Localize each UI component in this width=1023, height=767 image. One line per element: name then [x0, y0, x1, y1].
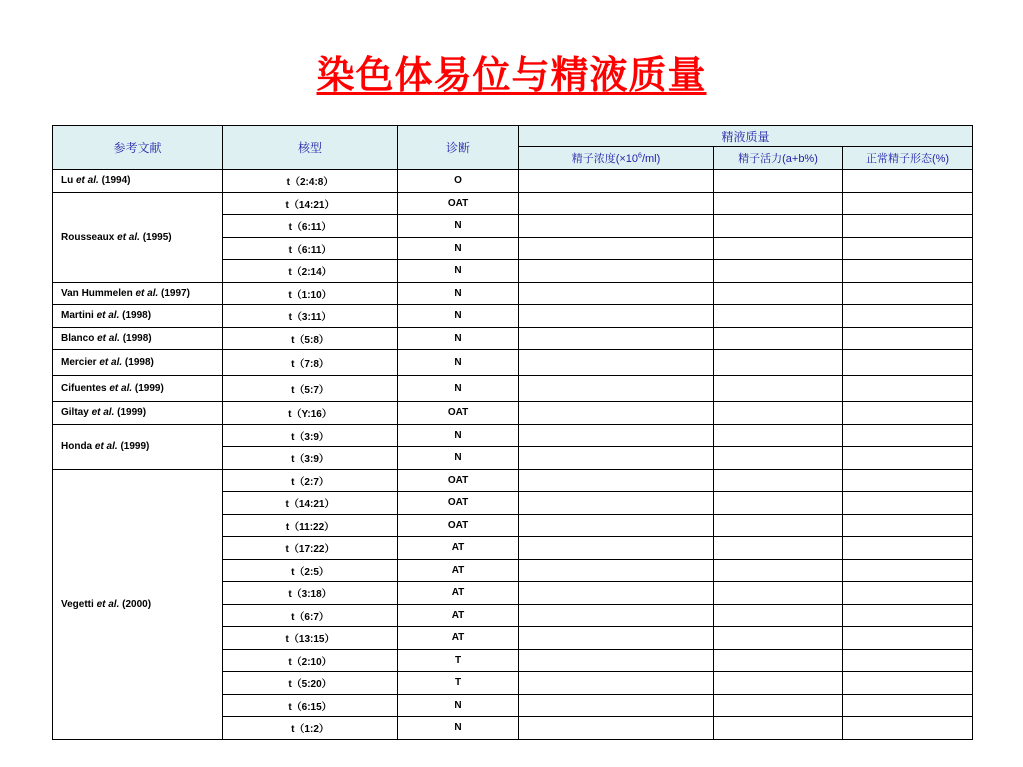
motility-cell: [714, 424, 843, 447]
table-row: [53, 469, 973, 492]
motility-cell: [714, 559, 843, 582]
karyotype-cell: t（1:10）: [223, 282, 398, 305]
karyotype-cell: t（17:22）: [223, 537, 398, 560]
concentration-cell: [519, 627, 714, 650]
motility-cell: [714, 627, 843, 650]
karyotype-cell: t（14:21）: [223, 492, 398, 515]
ref-year: (2000): [119, 598, 152, 610]
morphology-cell: [843, 694, 973, 717]
motility-cell: [714, 170, 843, 193]
ref-author: Vegetti: [61, 598, 97, 610]
reference-cell: [53, 350, 223, 376]
karyotype-cell: t（5:8）: [223, 327, 398, 350]
ref-author: Lu: [61, 175, 76, 187]
concentration-cell: [519, 260, 714, 283]
diagnosis-cell: OAT: [398, 402, 519, 425]
karyotype-cell: t（3:9）: [223, 447, 398, 470]
diagnosis-cell: N: [398, 237, 519, 260]
reference-cell: [53, 305, 223, 328]
morphology-cell: [843, 537, 973, 560]
ref-author: Rousseaux: [61, 231, 118, 243]
diagnosis-cell: OAT: [398, 492, 519, 515]
karyotype-cell: t（Y:16）: [223, 402, 398, 425]
ref-etal: et al.: [135, 287, 159, 299]
karyotype-cell: t（2:14）: [223, 260, 398, 283]
ref-year: (1999): [114, 407, 147, 419]
concentration-cell: [519, 215, 714, 238]
reference-cell: [53, 170, 223, 193]
motility-cell: [714, 672, 843, 695]
morphology-cell: [843, 717, 973, 740]
table-row: [53, 305, 973, 328]
reference-cell: [53, 327, 223, 350]
concentration-cell: [519, 559, 714, 582]
diagnosis-cell: O: [398, 170, 519, 193]
concentration-cell: [519, 537, 714, 560]
table-row: [53, 402, 973, 425]
motility-cell: [714, 537, 843, 560]
concentration-cell: [519, 402, 714, 425]
ref-etal: et al.: [109, 383, 133, 394]
karyotype-cell: t（14:21）: [223, 192, 398, 215]
morphology-cell: [843, 424, 973, 447]
concentration-prefix: 精子浓度(×10: [571, 153, 639, 165]
diagnosis-cell: N: [398, 717, 519, 740]
morphology-cell: [843, 192, 973, 215]
diagnosis-cell: AT: [398, 559, 519, 582]
ref-author: Giltay: [61, 407, 92, 419]
motility-cell: [714, 215, 843, 238]
col-header-morphology: 正常精子形态(%): [843, 147, 973, 170]
motility-cell: [714, 305, 843, 328]
motility-cell: [714, 282, 843, 305]
concentration-cell: [519, 469, 714, 492]
morphology-cell: [843, 282, 973, 305]
ref-year: (1998): [119, 310, 152, 322]
table-row: [53, 350, 973, 376]
concentration-cell: [519, 672, 714, 695]
ref-etal: et al.: [94, 441, 118, 452]
diagnosis-cell: OAT: [398, 192, 519, 215]
ref-author: Van Hummelen: [61, 287, 136, 299]
ref-etal: et al.: [96, 598, 120, 610]
karyotype-cell: t（6:15）: [223, 694, 398, 717]
concentration-exponent: 6: [638, 152, 642, 160]
diagnosis-cell: N: [398, 282, 519, 305]
ref-year: (1994): [98, 175, 131, 187]
karyotype-cell: t（2:10）: [223, 649, 398, 672]
ref-etal: et al.: [97, 332, 120, 344]
morphology-cell: [843, 170, 973, 193]
concentration-suffix: /ml): [641, 153, 661, 165]
karyotype-cell: t（3:11）: [223, 305, 398, 328]
ref-etal: et al.: [99, 357, 123, 368]
karyotype-cell: t（7:8）: [223, 350, 398, 376]
motility-cell: [714, 402, 843, 425]
reference-cell: [53, 376, 223, 402]
page-title: 染色体易位与精液质量: [316, 53, 707, 97]
motility-cell: [714, 469, 843, 492]
morphology-cell: [843, 402, 973, 425]
morphology-cell: [843, 559, 973, 582]
ref-etal: et al.: [91, 407, 115, 419]
ref-author: Cifuentes: [61, 383, 110, 394]
ref-year: (1999): [117, 441, 150, 452]
morphology-cell: [843, 492, 973, 515]
col-header-diagnosis: 诊断: [398, 126, 519, 170]
concentration-cell: [519, 424, 714, 447]
karyotype-cell: t（6:11）: [223, 215, 398, 238]
table-row: [53, 282, 973, 305]
diagnosis-cell: N: [398, 260, 519, 283]
ref-year: (1995): [139, 231, 172, 243]
motility-cell: [714, 717, 843, 740]
diagnosis-cell: N: [398, 424, 519, 447]
karyotype-cell: t（1:2）: [223, 717, 398, 740]
diagnosis-cell: AT: [398, 582, 519, 605]
ref-author: Mercier: [61, 357, 100, 368]
ref-etal: et al.: [76, 175, 99, 187]
karyotype-cell: t（3:18）: [223, 582, 398, 605]
motility-cell: [714, 327, 843, 350]
diagnosis-cell: N: [398, 327, 519, 350]
diagnosis-cell: N: [398, 447, 519, 470]
concentration-cell: [519, 717, 714, 740]
motility-cell: [714, 260, 843, 283]
col-header-concentration: [519, 147, 714, 170]
morphology-cell: [843, 582, 973, 605]
morphology-cell: [843, 604, 973, 627]
reference-cell: [53, 424, 223, 469]
karyotype-cell: t（2:7）: [223, 469, 398, 492]
motility-cell: [714, 514, 843, 537]
reference-cell: [53, 192, 223, 282]
morphology-cell: [843, 237, 973, 260]
morphology-cell: [843, 260, 973, 283]
motility-cell: [714, 192, 843, 215]
morphology-cell: [843, 469, 973, 492]
diagnosis-cell: N: [398, 215, 519, 238]
motility-cell: [714, 694, 843, 717]
morphology-cell: [843, 327, 973, 350]
reference-cell: [53, 282, 223, 305]
col-header-karyotype: 核型: [223, 126, 398, 170]
col-header-reference: 参考文献: [53, 126, 223, 170]
karyotype-cell: t（11:22）: [223, 514, 398, 537]
morphology-cell: [843, 447, 973, 470]
motility-cell: [714, 237, 843, 260]
concentration-cell: [519, 170, 714, 193]
karyotype-cell: t（5:7）: [223, 376, 398, 402]
table-row: [53, 327, 973, 350]
table-row: [53, 424, 973, 447]
motility-cell: [714, 376, 843, 402]
ref-year: (1997): [158, 287, 190, 299]
concentration-cell: [519, 492, 714, 515]
ref-author: Blanco: [61, 332, 98, 344]
karyotype-cell: t（13:15）: [223, 627, 398, 650]
motility-cell: [714, 447, 843, 470]
diagnosis-cell: OAT: [398, 469, 519, 492]
motility-cell: [714, 649, 843, 672]
ref-author: Martini: [61, 310, 97, 322]
ref-year: (1998): [122, 357, 154, 368]
diagnosis-cell: N: [398, 350, 519, 376]
concentration-cell: [519, 327, 714, 350]
concentration-cell: [519, 649, 714, 672]
diagnosis-cell: T: [398, 649, 519, 672]
diagnosis-cell: AT: [398, 604, 519, 627]
karyotype-cell: t（2:4:8）: [223, 170, 398, 193]
motility-cell: [714, 582, 843, 605]
ref-etal: et al.: [117, 231, 140, 243]
concentration-cell: [519, 376, 714, 402]
karyotype-cell: t（5:20）: [223, 672, 398, 695]
motility-cell: [714, 350, 843, 376]
concentration-cell: [519, 582, 714, 605]
col-header-semen-quality: 精液质量: [519, 126, 973, 147]
morphology-cell: [843, 514, 973, 537]
concentration-cell: [519, 447, 714, 470]
diagnosis-cell: N: [398, 305, 519, 328]
diagnosis-cell: N: [398, 694, 519, 717]
morphology-cell: [843, 672, 973, 695]
diagnosis-cell: T: [398, 672, 519, 695]
morphology-cell: [843, 627, 973, 650]
morphology-cell: [843, 350, 973, 376]
table-row: [53, 170, 973, 193]
diagnosis-cell: AT: [398, 627, 519, 650]
concentration-cell: [519, 514, 714, 537]
morphology-cell: [843, 215, 973, 238]
ref-year: (1998): [119, 332, 152, 344]
karyotype-cell: t（3:9）: [223, 424, 398, 447]
morphology-cell: [843, 305, 973, 328]
karyotype-cell: t（6:11）: [223, 237, 398, 260]
morphology-cell: [843, 376, 973, 402]
concentration-cell: [519, 305, 714, 328]
concentration-cell: [519, 350, 714, 376]
concentration-cell: [519, 282, 714, 305]
diagnosis-cell: N: [398, 376, 519, 402]
diagnosis-cell: AT: [398, 537, 519, 560]
concentration-cell: [519, 694, 714, 717]
motility-cell: [714, 492, 843, 515]
col-header-motility: 精子活力(a+b%): [714, 147, 843, 170]
table-row: [53, 376, 973, 402]
reference-cell: [53, 402, 223, 425]
karyotype-cell: t（6:7）: [223, 604, 398, 627]
morphology-cell: [843, 649, 973, 672]
concentration-cell: [519, 237, 714, 260]
ref-author: Honda: [61, 441, 95, 452]
ref-etal: et al.: [96, 310, 120, 322]
karyotype-cell: t（2:5）: [223, 559, 398, 582]
ref-year: (1999): [132, 383, 164, 394]
diagnosis-cell: OAT: [398, 514, 519, 537]
concentration-cell: [519, 604, 714, 627]
table-row: [53, 192, 973, 215]
concentration-cell: [519, 192, 714, 215]
semen-quality-table: [52, 125, 973, 740]
reference-cell: [53, 469, 223, 739]
motility-cell: [714, 604, 843, 627]
